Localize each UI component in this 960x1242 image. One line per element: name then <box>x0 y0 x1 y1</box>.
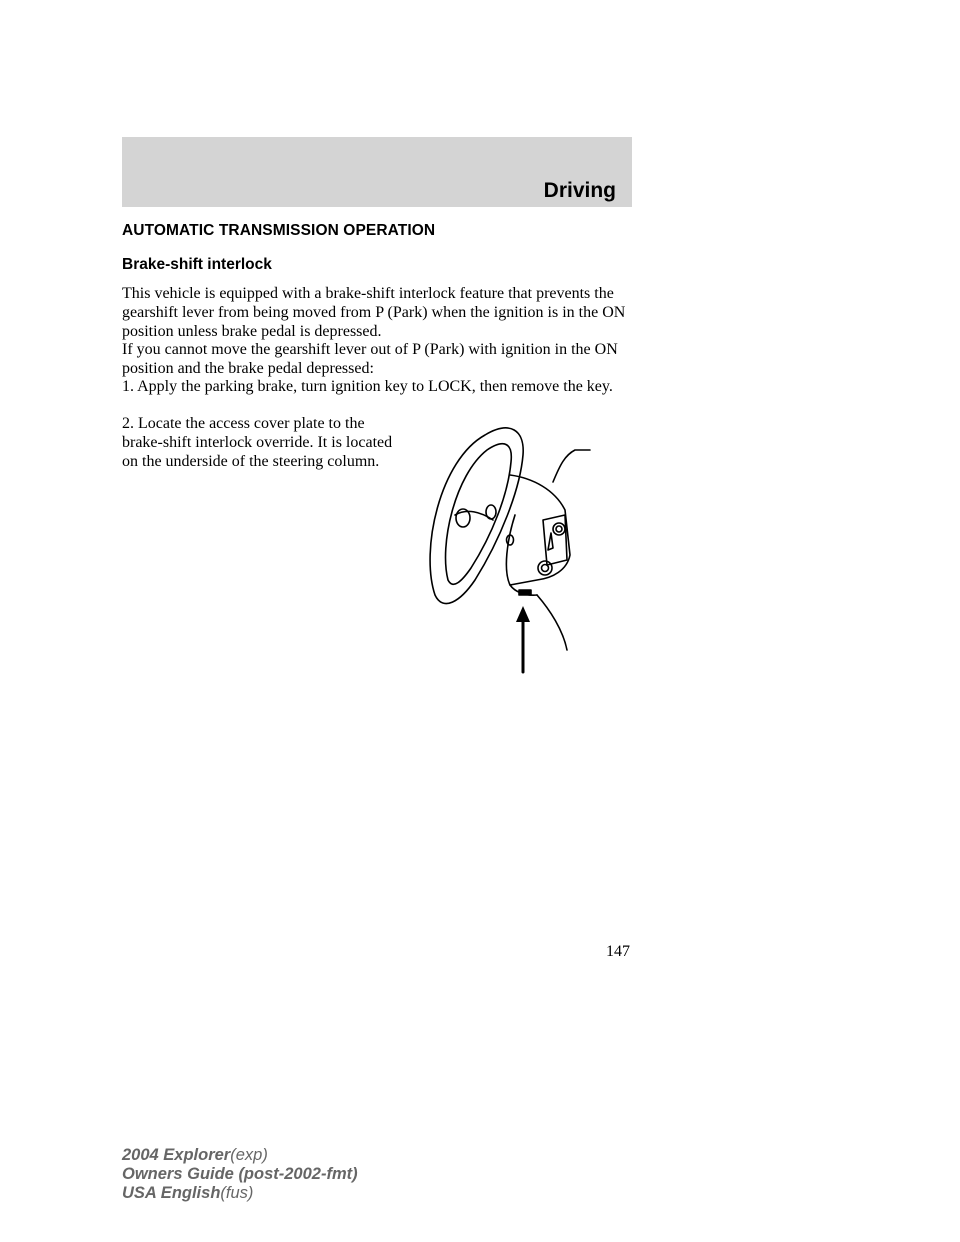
page-heading: AUTOMATIC TRANSMISSION OPERATION <box>122 222 436 239</box>
footer-language: USA English <box>122 1184 221 1202</box>
paragraph-condition: If you cannot move the gearshift lever out of P (Park) with ignition in the ON position and the brake pedal depressed: <box>122 341 618 377</box>
footer-guide-format: Owners Guide (post-2002-fmt) <box>122 1165 358 1183</box>
section-header-band <box>122 137 632 207</box>
footer-model-code: (exp) <box>230 1146 268 1164</box>
paragraph-step-1: 1. Apply the parking brake, turn ignition key to LOCK, then remove the key. <box>122 378 613 395</box>
subheading: Brake-shift interlock <box>122 256 272 273</box>
paragraph-step-2: 2. Locate the access cover plate to the brake-shift interlock override. It is located on the underside of the steering column. <box>122 415 393 470</box>
footer-model: 2004 Explorer <box>122 1146 231 1164</box>
section-title: Driving <box>543 179 616 202</box>
page-number: 147 <box>606 943 630 960</box>
paragraph-interlock-description: This vehicle is equipped with a brake-shift interlock feature that prevents the gearshift lever from being moved from P (Park) when the ignition is in the ON position unless brake pedal is depressed. <box>122 285 626 340</box>
footer-language-code: (fus) <box>220 1184 254 1202</box>
steering-column-illustration <box>415 420 605 680</box>
document-footer <box>122 1146 358 1203</box>
